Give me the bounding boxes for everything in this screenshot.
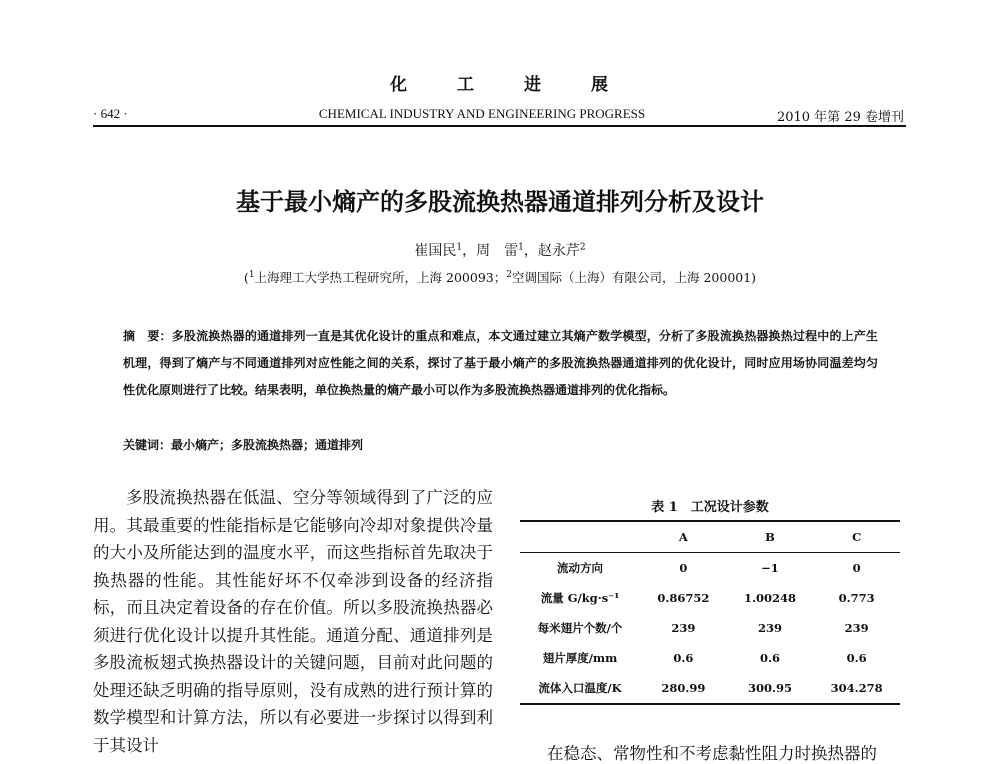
table-cell: 239 — [844, 621, 869, 635]
table-row — [520, 553, 900, 584]
body-left-column — [93, 484, 493, 759]
table-cell: 0.6 — [846, 651, 867, 665]
abstract-text: 多股流换热器的通道排列一直是其优化设计的重点和难点，本文通过建立其熵产数学模型，分析了多股流换热器换热过程中的上产生机理，得到了熵产与不同通道排列对应性能之间的关系，探讨了基于最小熵产的多股流换热器通道排列的优化设计，同时应用场协同温差均匀性优化原则进行了比较。结果表明，单位换热量的熵产最小可以作为多股流换热器通道排列的优化指标。 — [123, 329, 878, 397]
affil-sup: 2 — [506, 269, 512, 280]
journal-title-char: 展 — [591, 75, 610, 95]
table-cell: 300.95 — [747, 681, 792, 695]
affil-1: 上海理工大学热工程研究所，上海 200093； — [254, 270, 507, 285]
table-cell: 239 — [671, 621, 696, 635]
table-cell: 1.00248 — [743, 591, 796, 605]
journal-title-en: CHEMICAL INDUSTRY AND ENGINEERING PROGRESS — [318, 106, 646, 121]
table-header-cell: A — [678, 530, 688, 544]
author-sup: 1 — [518, 242, 524, 253]
table-caption: 表 1 工况设计参数 — [651, 500, 769, 515]
table-cell: 0 — [852, 561, 861, 575]
row-label: 每米翅片个数/个 — [537, 621, 623, 635]
table-header-cell: B — [765, 530, 775, 544]
row-label: 流动方向 — [557, 561, 603, 575]
issue-info: 2010 年第 29 卷增刊 — [776, 110, 904, 125]
journal-title-char: 进 — [524, 75, 543, 95]
table-row — [520, 583, 900, 613]
affil-open: ( — [243, 270, 249, 285]
table-cell: 0.86752 — [657, 591, 710, 605]
row-label: 流量 G/kg·s⁻¹ — [540, 591, 620, 605]
table-cell: 0.773 — [838, 591, 875, 605]
header-rule — [93, 125, 906, 127]
affiliations — [0, 268, 1000, 286]
table-header-cell: C — [852, 530, 862, 544]
keywords-text: 最小熵产；多股流换热器；通道排列 — [171, 438, 364, 452]
author-sup: 2 — [579, 242, 586, 253]
table-cell: −1 — [761, 561, 779, 575]
row-label: 翅片厚度/mm — [542, 651, 618, 665]
journal-title-char: 化 — [390, 75, 409, 95]
table-cell: 0.6 — [673, 651, 694, 665]
table-row — [520, 673, 900, 704]
table-cell: 239 — [757, 621, 782, 635]
abstract-label: 摘 要： — [123, 329, 172, 343]
abstract — [123, 323, 878, 404]
table-header-cell — [520, 521, 640, 553]
table-row — [520, 643, 900, 673]
table-cell: 280.99 — [661, 681, 706, 695]
paper-title: 基于最小熵产的多股流换热器通道排列分析及设计 — [236, 188, 764, 216]
page-number: · 642 · — [93, 106, 128, 121]
journal-title-char: 工 — [457, 75, 476, 95]
table-cell: 0.6 — [759, 651, 780, 665]
params-table — [520, 520, 900, 705]
author-list: 崔国民$^1$，周 雷$^1$，赵永芹$^2$ — [414, 242, 586, 259]
body-paragraph: 多股流换热器在低温、空分等领域得到了广泛的应用。其最重要的性能指标是它能够向冷却对象提供冷量的大小及所能达到的温度水平，而这些指标首先取决于换热器的性能。其性能好坏不仅牵涉到设备的经济指标，而且决定着设备的存在价值。所以多股流换热器必须进行优化设计以提升其性能。通道分配、通道排列是多股流板翅式换热器设计的关键问题，目前对此问题的处理还缺乏明确的指导原则，没有成熟的进行预计算的数学模型和计算方法，所以有必要进一步探讨以得到利于其设计 — [93, 488, 493, 755]
row-label: 流体入口温度/K — [538, 681, 622, 695]
journal-title-cn — [0, 70, 1000, 95]
table-header-row — [520, 521, 900, 553]
author-name: 崔国民 — [414, 243, 457, 259]
keywords — [123, 436, 878, 453]
body-right-column: 在稳态、常物性和不考虑黏性阻力时换热器的 — [547, 744, 877, 763]
keywords-label: 关键词： — [123, 438, 172, 452]
author-name: 赵永芹 — [537, 243, 580, 259]
author-name: 周 雷 — [476, 243, 519, 259]
affil-sup: 1 — [248, 269, 255, 280]
author-sup: 1 — [456, 242, 463, 253]
table-cell: 304.278 — [830, 681, 883, 695]
table-cell: 0 — [679, 561, 688, 575]
table-row — [520, 613, 900, 643]
affil-2: 空调国际（上海）有限公司，上海 200001) — [511, 270, 757, 285]
